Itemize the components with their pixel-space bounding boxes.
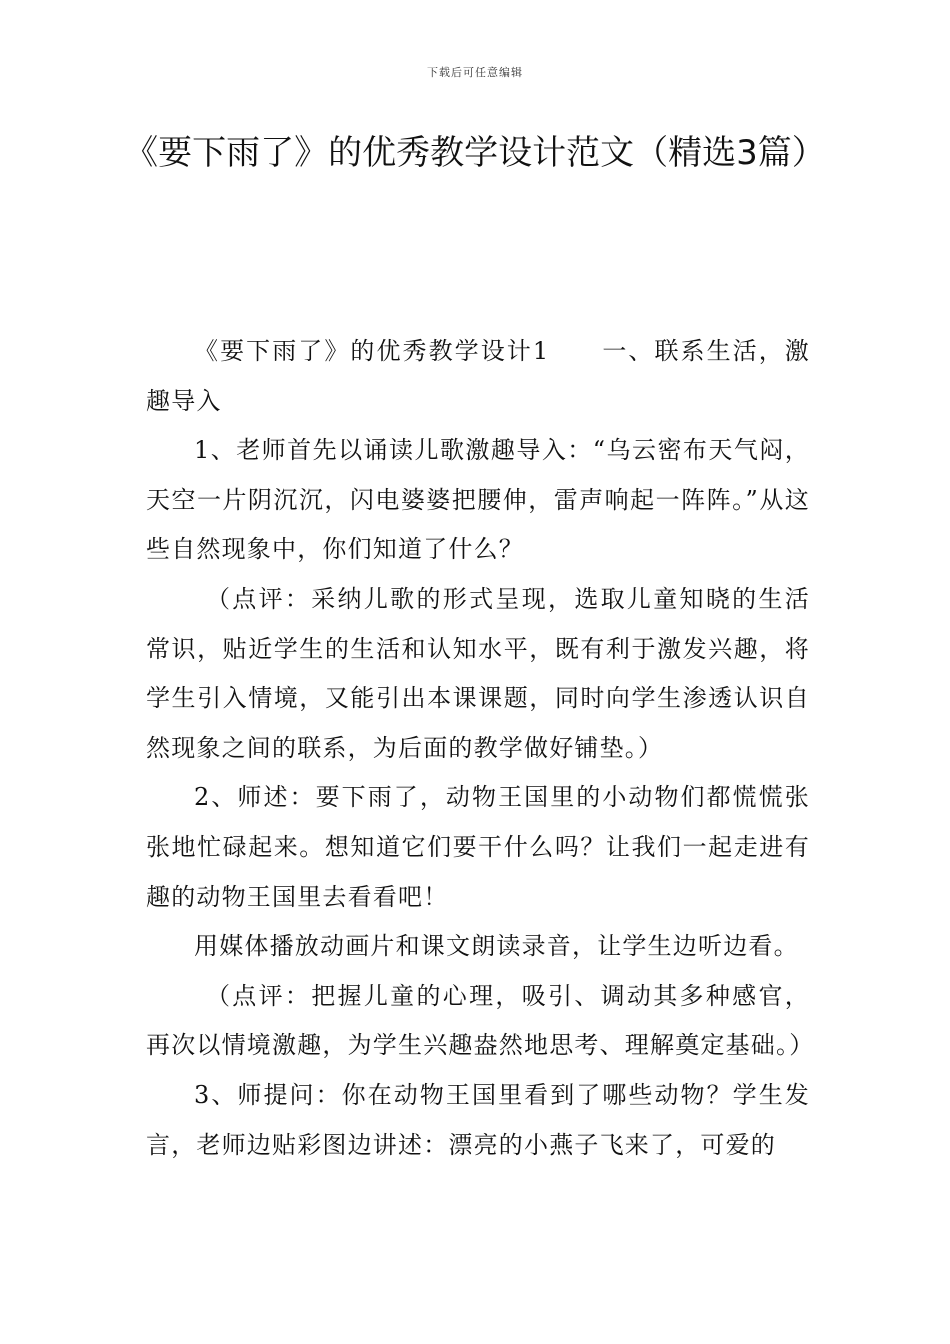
- document-title: 《要下雨了》的优秀教学设计范文（精选3篇）: [124, 133, 826, 173]
- paragraph-5: 用媒体播放动画片和课文朗读录音，让学生边听边看。: [194, 932, 799, 961]
- paragraph-1: 《要下雨了》的优秀教学设计1 一、联系生活，激趣导入: [146, 337, 810, 415]
- paragraph-4: 2、师述：要下雨了，动物王国里的小动物们都慌慌张张地忙碌起来。想知道它们要干什么吗？让我们一起走进有趣的动物王国里去看看吧！: [146, 783, 810, 911]
- paragraph-6: （点评：把握儿童的心理，吸引、调动其多种感官，再次以情境激趣，为学生兴趣盎然地思考、理解奠定基础。）: [146, 981, 815, 1060]
- paragraph-2: 1、老师首先以诵读儿歌激趣导入：“乌云密布天气闷，天空一片阴沉沉，闪电婆婆把腰伸，雷声响起一阵阵。”从这些自然现象中，你们知道了什么？: [146, 436, 810, 564]
- paragraph-3: （点评：采纳儿歌的形式呈现，选取儿童知晓的生活常识，贴近学生的生活和认知水平，既有利于激发兴趣，将学生引入情境，又能引出本课课题，同时向学生渗透认识自然现象之间的联系，为后面的教学做好铺垫。）: [146, 584, 810, 762]
- document-body: [146, 327, 815, 1170]
- header-note: 下载后可任意编辑: [427, 66, 523, 79]
- paragraph-7: 3、师提问：你在动物王国里看到了哪些动物？学生发言，老师边贴彩图边讲述：漂亮的小燕子飞来了，可爱的: [146, 1080, 810, 1159]
